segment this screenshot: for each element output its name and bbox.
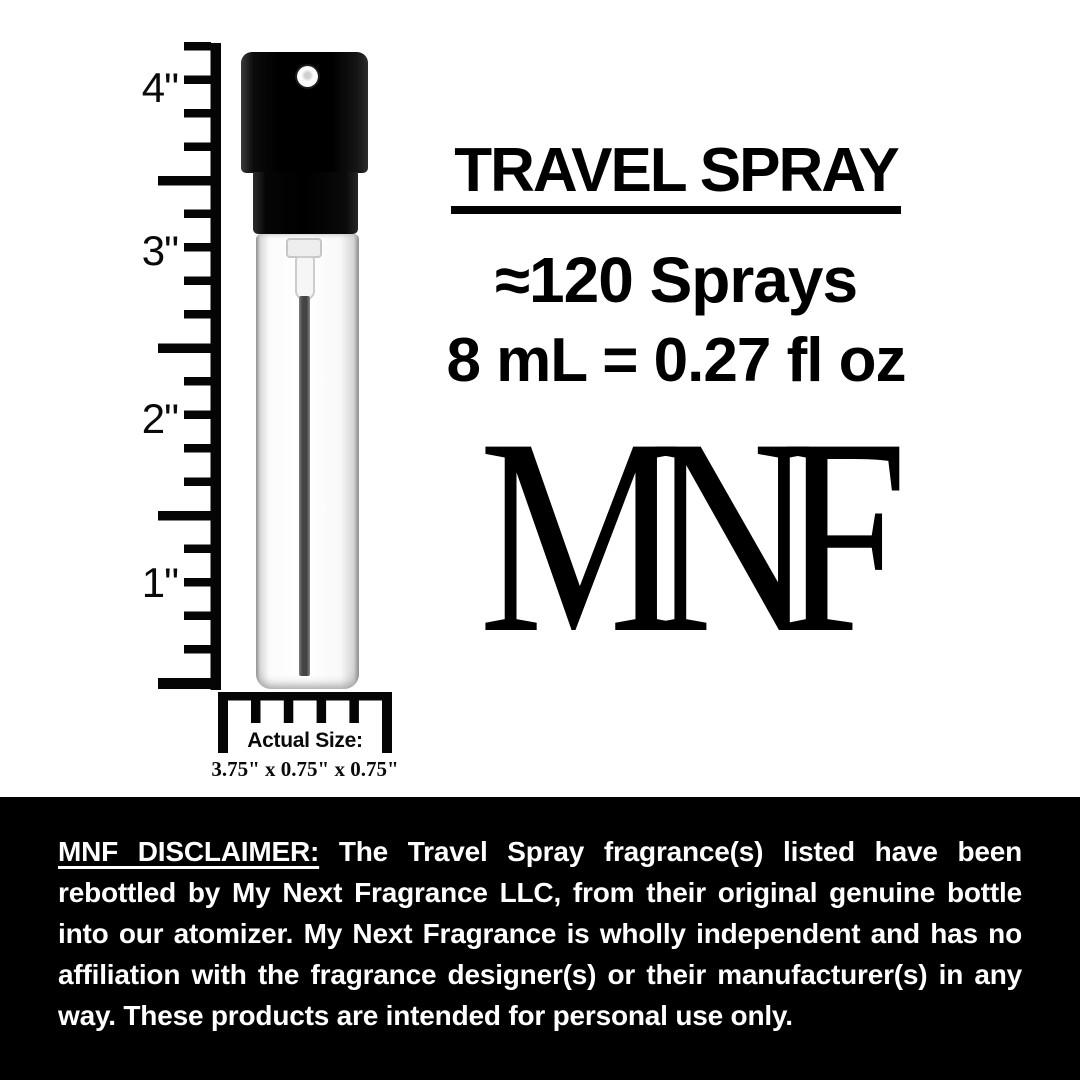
ruler-label-2in: 2" — [141, 395, 178, 442]
disclaimer-line-4: affiliation with the fragrance designer(s) or their manufacturer(s) in any — [58, 959, 1022, 990]
dip-tube — [299, 296, 310, 676]
product-title-text: TRAVEL SPRAY — [451, 138, 900, 214]
actual-size-dimensions: 3.75" x 0.75" x 0.75" — [211, 757, 399, 781]
volume-equivalence: 8 mL = 0.27 fl oz — [446, 326, 906, 395]
disclaimer-line-1 — [58, 831, 1022, 872]
ruler-label-1in: 1" — [141, 559, 178, 606]
disclaimer-line-2: rebottled by My Next Fragrance LLC, from their original genuine bottle — [58, 877, 1022, 908]
ruler-label-3in: 3" — [141, 227, 178, 274]
atomizer-stem — [295, 256, 315, 300]
disclaimer-label: MNF DISCLAIMER: — [58, 836, 320, 867]
spray-count: ≈120 Sprays — [494, 244, 858, 316]
actual-size-title: Actual Size: — [247, 729, 363, 752]
disclaimer-line-1-rest: The Travel Spray fragrance(s) listed have been — [319, 836, 1022, 867]
cap-collar — [253, 172, 358, 234]
product-title — [376, 138, 976, 214]
nozzle-hole-icon — [297, 66, 318, 87]
atomizer-head — [286, 238, 322, 258]
disclaimer-line-3: into our atomizer. My Next Fragrance is wholly independent and has no — [58, 918, 1022, 949]
disclaimer-line-5: way. These products are intended for personal use only. — [58, 1000, 793, 1031]
ruler-label-4in: 4" — [141, 64, 178, 111]
mnf-logo: MNF — [478, 380, 874, 691]
disclaimer-banner — [0, 797, 1080, 1080]
